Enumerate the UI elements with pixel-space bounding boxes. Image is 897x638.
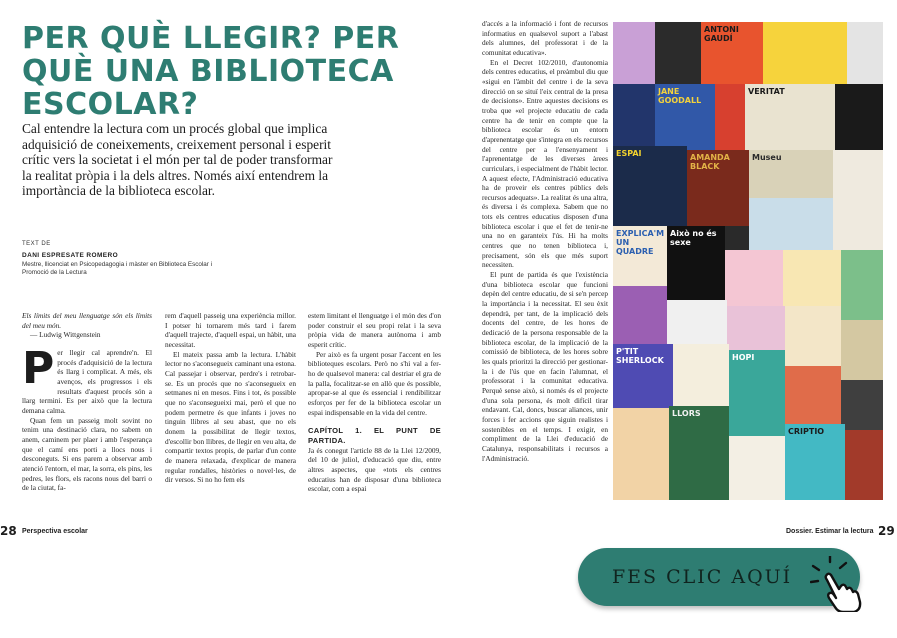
book-cover [841, 250, 883, 320]
book-cover: Això no és sexe [667, 226, 725, 300]
book-cover [835, 84, 883, 150]
book-cover [715, 84, 745, 150]
book-cover [833, 150, 883, 250]
author-bio: Mestre, llicenciat en Psicopedagogia i màster en Biblioteca Escolar i Promoció de la Lectura [22, 261, 213, 277]
left-column-1 [22, 311, 152, 493]
book-cover [667, 300, 727, 344]
book-cover [847, 22, 883, 84]
book-cover: AMANDA BLACK [687, 150, 749, 226]
book-cover: P'TIT SHERLOCK [613, 344, 673, 408]
book-cover [783, 250, 841, 306]
page-number-left: 28 [0, 524, 17, 538]
right-column-1 [482, 19, 608, 463]
page-title: PER QUÈ LLEGIR? PER QUÈ UNA BIBLIOTECA ESCOLAR? [22, 21, 400, 122]
running-footer-right: Dossier. Estimar la lectura [786, 528, 874, 535]
author-name: DANI ESPRESATE ROMERO [22, 252, 119, 259]
book-cover [763, 22, 847, 84]
book-cover [845, 430, 883, 500]
book-cover: LLORS [669, 406, 729, 500]
book-cover [613, 22, 655, 84]
click-here-label: FES CLIC AQUÍ [612, 566, 793, 588]
book-cover [785, 306, 841, 366]
book-cover: Museu [749, 150, 833, 198]
page-number-right: 29 [878, 524, 895, 538]
book-cover [613, 408, 669, 500]
book-cover-collage [613, 22, 883, 500]
book-cover: JANE GOODALL [655, 84, 715, 150]
drop-cap: P [22, 342, 55, 394]
paragraph: estem limitant el llenguatge i el món des d'on poder construir el seu propi relat i la seva pròpia vida de manera autònoma i amb esperit crític. [308, 311, 441, 349]
book-cover [655, 22, 701, 84]
book-cover [613, 84, 655, 146]
book-cover [841, 380, 883, 430]
paragraph: El mateix passa amb la lectura. L'hàbit lector no s'aconsegueix caminant una estona. Cal passejar i observar, perdre's i retrobar-se. Es un procés que no s'aconsegueix en setmanes ni en mesos. Fins i tot, és possible que no s'aconsegueixi mai, però el que no podem permetre és que infants i joves no tinguin llibres al seu abast, que no els donem la possibilitat de llegir textos, d'escollir bon llibres, de llegir en veu alta, de compartir textos propis, de parlar d'un conte de manera relaxada, d'explicar de manera regular rondalles, històries o novel·les, de dir versos. Si no ho fem els [165, 349, 296, 485]
book-cover: CRIPTIO [785, 424, 845, 500]
paragraph: d'accés a la informació i font de recursos informatius en qualsevol suport a l'abast dels alumnes, del professorat i de la comunitat educativa». [482, 19, 608, 57]
book-cover [841, 320, 883, 380]
left-column-2 [165, 311, 296, 485]
section-heading: CAPÍTOL 1. EL PUNT DE PARTIDA. [308, 426, 441, 445]
paragraph: rem d'aquell passeig una experiència millor. I potser hi tornarem més tard i farem d'aquell trajecte, d'aquell espai, un hàbit, una necessitat. [165, 311, 296, 349]
running-footer-left: Perspectiva escolar [22, 528, 88, 535]
first-paragraph [22, 342, 152, 416]
book-cover [725, 250, 783, 306]
credit-label: TEXT DE [22, 241, 51, 247]
epigraph: Els límits del meu llenguatge són els límits del meu món. [22, 311, 152, 330]
book-cover: ESPAI [613, 146, 687, 226]
paragraph: Quan fem un passeig molt sovint no tenim una destinació clara, no sabem on anem, caminem per plaer i amb l'esperança que el camí ens porti a llocs nous i desconeguts. Si ens parem a observar amb atenció l'entorn, el mar, la sorra, els pins, les pedres, les flors, els racons nous del barri o de la ciutat, fa- [22, 415, 152, 493]
book-cover [727, 306, 785, 350]
paragraph: En el Decret 102/2010, d'autonomia dels centres educatius, el preàmbul diu que «sigui en l'àmbit del centre i de la seva direcció on se situï l'eix central de la presa de decisions». Entre aquestes decisions es troba que «el projecte educatiu de cada centre ha de tenir en compte que la biblioteca escolar és un entorn d'aprenentatge que s'integra en els recursos del centre per a l'ensenyament i l'aprenentatge de les diverses àrees curriculars, i especialment de l'hàbit lector. A aquest efecte, l'Administració educativa ha de proveir els centres públics dels recursos adequats». La realitat és una altra, és diversa i és complexa. Sabem que no tots els centres educatius disposen d'una biblioteca escolar i que el fet de tenir-ne una no en garanteix l'ús. Hi ha molts centres que no tenen biblioteca i, precisament, són els que més suport necessiten. [482, 57, 608, 270]
book-cover: ANTONI GAUDÍ [701, 22, 763, 84]
lead-paragraph: Cal entendre la lectura com un procés global que implica adquisició de coneixements, creixement personal i esperit crític vers la societat i el món per tal de poder transformar la realitat pròpia i la dels altres. Només així entendrem la importància de la biblioteca escolar. [22, 121, 333, 199]
click-here-button[interactable] [578, 548, 860, 606]
pointing-hand-icon [810, 556, 862, 612]
book-cover [673, 344, 729, 406]
left-column-3 [308, 311, 441, 494]
paragraph: El punt de partida és que l'existència d'una biblioteca escolar que funcioni depèn del centre educatiu, de si se'n percep la importància i la necessitat. El seu èxit dependrà, per tant, de la implicació dels docents del centre, de les hores de dedicació de la persona responsable de la biblioteca escolar, de la implicació de la comissió de biblioteca, de les hores sobre les quals prioritzi la direcció per gestionar-la i de l'ús que en facin l'alumnat, el professorat i la comunitat educativa. Perquè sense això, si només és el projecte d'una sola persona, és molt difícil tirar endavant. Cal, doncs, buscar aliances, unir forces i fer accions que siguin realistes i sostenibles en el temps. I exigir, en compliment de la Llei d'educació de Catalunya, responsabilitats i recursos a l'Administració. [482, 270, 608, 463]
first-paragraph-text: er llegir cal aprendre'n. El procés d'adquisició de la lectura és llarg i complicat. A més, els avenços, els progressos i els resultats d'aquest procés són a llarg termini. Es per això que la lectura demana calma. [22, 347, 152, 415]
epigraph-source: — Ludwig Wittgenstein [30, 330, 101, 340]
book-cover [749, 198, 833, 250]
book-cover: EXPLICA'M UN QUADRE [613, 226, 667, 286]
book-cover [613, 286, 667, 344]
paragraph: Per això es fa urgent posar l'accent en les biblioteques escolars. Però no s'hi val a fer-ho de qualsevol manera: cal destriar el gra de la palla, focalitzar-se en allò que és possible, apropar-se al que és essencial i rendibilitzar esforços per fer de la biblioteca escolar un espai indispensable en la vida del centre. [308, 349, 441, 417]
book-cover: HOPI [729, 350, 785, 436]
book-cover [729, 436, 785, 500]
book-cover: VERITAT [745, 84, 835, 150]
book-cover [785, 366, 841, 424]
paragraph: Ja és conegut l'article 88 de la Llei 12/2009, del 10 de juliol, d'educació que diu, entre altres aspectes, que «tots els centres educatius han de disposar d'una biblioteca escolar, com a espai [308, 445, 441, 494]
